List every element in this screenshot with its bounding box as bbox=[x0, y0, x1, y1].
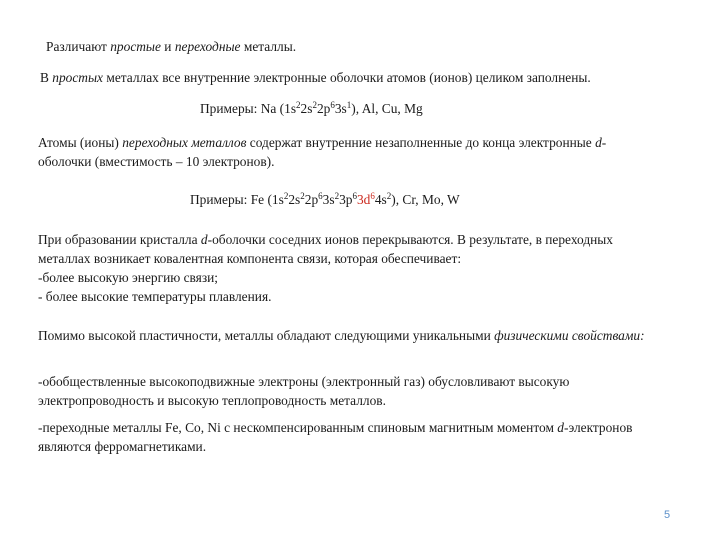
transition-metals-examples: Примеры: Fe $(1s^22s^22p^63s^23p^63d^64s^2)$, Cr, Mo, W bbox=[190, 191, 460, 207]
simple-metals-examples: Примеры: Na $(1s^22s^22p^63s^1)$, Al, Cu, Mg bbox=[200, 100, 423, 116]
physical-properties-paragraph: Помимо высокой пластичности, металлы обладают следующими уникальными физическими свойствами: bbox=[38, 328, 645, 343]
list-item: - более высокие температуры плавления. bbox=[38, 289, 272, 304]
page-number: 5 bbox=[664, 509, 671, 521]
electron-gas-paragraph: -обобществленные высокоподвижные электроны (электронный газ) обусловливают высокую электропроводность и высокую теплопроводность металлов. bbox=[38, 374, 570, 408]
intro-paragraph: Различают простые и переходные металлы. bbox=[46, 39, 297, 54]
crystal-paragraph: При образовании кристалла d-оболочки соседних ионов перекрываются. В результате, в переходных металлах возникает ковалентная компонента связи, которая обеспечивает: -более высокую энергию связи; - более высокие температуры плавления. bbox=[38, 230, 658, 306]
simple-metals-paragraph: В простых металлах все внутренние электронные оболочки атомов (ионов) целиком заполнены. bbox=[40, 70, 591, 85]
transition-metals-paragraph: Атомы (ионы) переходных металлов содержат внутренние незаполненные до конца электронные d-оболочки (вместимость – 10 электронов). bbox=[38, 135, 607, 169]
ferromagnetic-paragraph: -переходные металлы Fe, Co, Ni с нескомпенсированным спиновым магнитным моментом d-электронов являются ферромагнетиками. bbox=[38, 420, 633, 454]
list-item: -более высокую энергию связи; bbox=[38, 270, 219, 285]
highlighted-3d-orbital: $3d^6$ bbox=[356, 191, 375, 207]
